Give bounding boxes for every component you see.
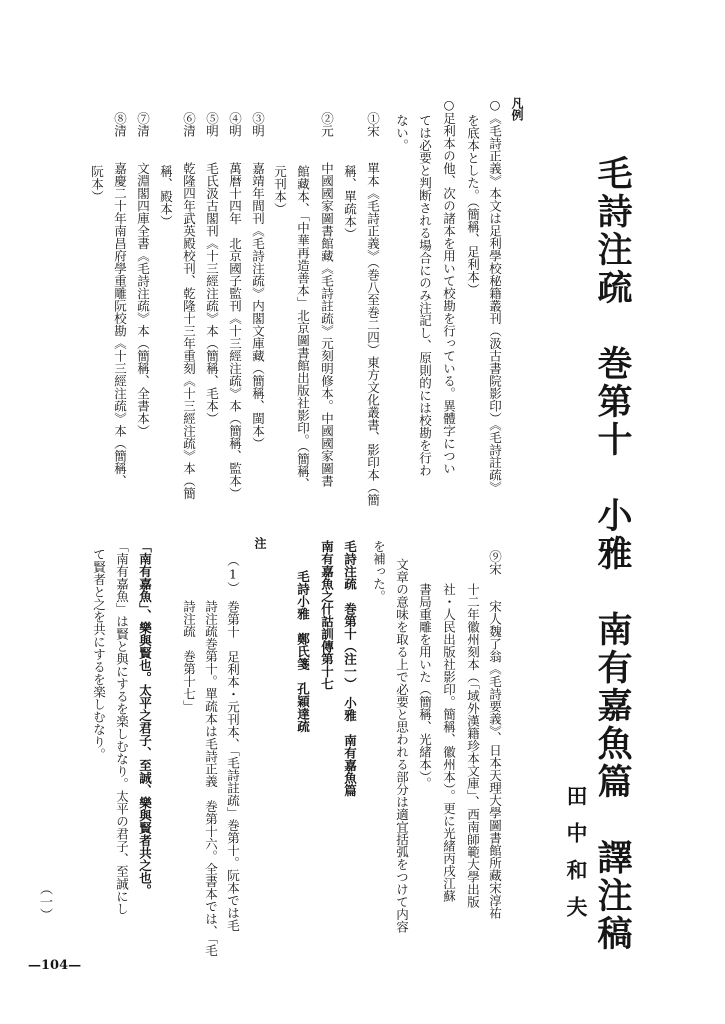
text-column: 稱、單疏本）: [342, 165, 358, 240]
text-heading: 毛詩小雅 鄭氏箋 孔穎達疏: [295, 570, 311, 733]
text-column: を補った。: [371, 540, 387, 603]
text-column: ない。: [394, 114, 410, 152]
text-column: 社・人民出版社影印。簡稱、徽州本）。更に光緒丙戌江蘇: [441, 583, 457, 902]
text-column: 元刊本）: [272, 165, 288, 215]
text-column: 文章の意味を取る上で必要と思われる部分は適宜括弧をつけて内容: [394, 558, 410, 933]
text-column: 館藏本、「中華再造善本」北京圖書館出版社影印。（簡稱、: [295, 165, 311, 490]
text-column: ○《毛詩正義》本文は足利學校秘籍叢刊（汲古書院影印）《毛詩註疏》: [487, 97, 503, 494]
text-column: ④明 萬暦十四年 北京國子監刊《十三經注疏》本（簡稱、監本）: [227, 112, 243, 500]
text-heading: 南有嘉魚之什詁訓傳第十七: [319, 540, 335, 690]
note-line: （1） 巻第十 足利本・元刊本、「毛詩註疏」巻第十。阮本では毛: [225, 554, 241, 932]
page-number: —104—: [28, 958, 82, 973]
text-column: ⑦清 文淵閣四庫全書《毛詩注疏》本（簡稱、全書本）: [135, 112, 151, 437]
text-column: ⑧清 嘉慶二十年南昌府學重雕阮校勘《十三經注疏》本（簡稱、: [112, 112, 128, 487]
note-line: 詩注疏 巻第十七」: [181, 600, 197, 713]
text-column: ①宋 單本《毛詩正義》（巻八至巻二四）東方文化叢書、影印本（簡: [365, 112, 381, 506]
author-name: 田中和夫: [564, 785, 589, 933]
text-column: ○足利本の他、次の諸本を用いて校勘を行っている。異體字につい: [441, 97, 457, 475]
text-column: ⑥清 乾隆四年武英殿校刊、乾隆十三年重刻《十三經注疏》本（簡: [181, 112, 197, 500]
text-column: ⑨宋 宋人魏了翁《毛詩要義》、日本天理大學圖書館所藏宋淳祐: [487, 550, 503, 919]
note-line: 詩注疏巻第十。單疏本は毛詩正義 巻第十六。全書本では、「毛: [203, 600, 219, 957]
fanli-heading: 凡例: [510, 97, 524, 121]
text-column: を底本とした。（簡稱、足利本）: [465, 114, 481, 296]
text-column: ては必要と判断される場合にのみ注記し、原則的には校勘を行わ: [417, 114, 433, 477]
article-title: 毛詩注疏 巻第十 小雅 南有嘉魚篇 譯注稿: [592, 155, 633, 953]
text-heading: 毛詩注疏 巻第十（注一） 小雅 南有嘉魚篇: [342, 540, 358, 797]
text-column: 阮本）: [89, 165, 105, 203]
main-text: 「南有嘉魚」、樂與賢也。太平之君子、至誠、樂與賢者共之也。: [137, 540, 153, 897]
reading-line: て賢者と之を共にするを楽しむなり。: [91, 548, 107, 761]
section-number: （一）: [37, 882, 52, 921]
notes-label: 注: [253, 537, 267, 549]
reading-line: 「南有嘉魚」は賢と與にするを楽しむなり。太平の君子、至誠にし: [114, 540, 130, 915]
text-column: ③明 嘉靖年間刊《毛詩注疏》内閣文庫藏（簡稱、閩本）: [250, 112, 266, 450]
text-column: ⑤明 毛氏汲古閣刊《十三經注疏》本（簡稱、毛本）: [204, 112, 220, 425]
text-column: 十二年徽州刻本（「域外漢籍珍本文庫」、西南師範大學出版: [465, 583, 481, 908]
text-column: 稱、殿本）: [158, 165, 174, 228]
text-column: ②元 中國國家圖書館藏《毛詩註疏》元刻明修本。中國國家圖書: [319, 112, 335, 487]
text-column: 書局重雕を用いた（簡稱、光緒本）。: [417, 583, 433, 790]
